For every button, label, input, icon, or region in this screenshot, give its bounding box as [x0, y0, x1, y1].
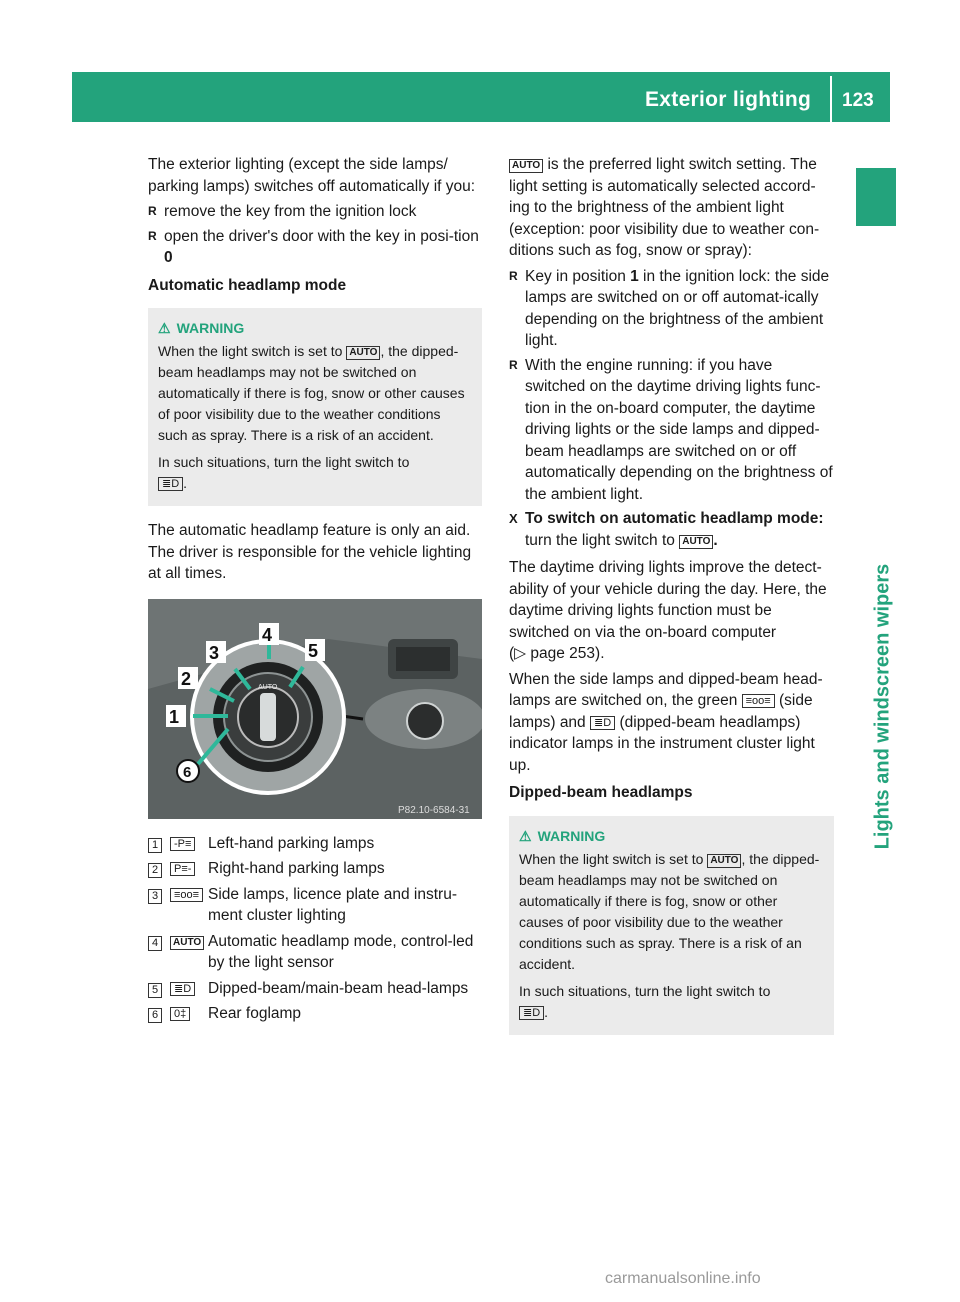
- svg-text:P82.10-6584-31: P82.10-6584-31: [398, 804, 470, 816]
- legend-item: 4 AUTO Automatic headlamp mode, control-led by the light sensor: [148, 931, 482, 974]
- side-tab: [863, 450, 893, 970]
- legend-item: 5 ≣D Dipped-beam/main-beam head-lamps: [148, 978, 482, 1000]
- dipped-beam-icon: ≣D: [519, 1006, 544, 1020]
- auto-icon: AUTO: [170, 936, 204, 950]
- page-number: 123: [842, 90, 874, 111]
- svg-text:4: 4: [262, 624, 273, 645]
- side-lamps-icon: ≡oo≡: [170, 888, 203, 902]
- list-item: R remove the key from the ignition lock: [148, 201, 482, 223]
- side-lamps-icon: ≡oo≡: [742, 694, 775, 708]
- svg-text:AUTO: AUTO: [258, 683, 278, 691]
- legend-item: 3 ≡oo≡ Side lamps, licence plate and instru-ment cluster lighting: [148, 884, 482, 927]
- right-column: [509, 154, 834, 1049]
- section-heading: Automatic headlamp mode: [148, 276, 347, 294]
- warning-box: ⚠ WARNING When the light switch is set to AUTO , the dipped-beam headlamps may not be switched on automatically if there is fog, snow or other causes of poor visibility due to the weather conditions such as spray. There is a risk of an accident. In such situations, turn the light switch to ≣D .: [148, 308, 482, 506]
- light-switch-photo: [148, 599, 482, 819]
- side-tab-block: [856, 168, 896, 226]
- warning-box: ⚠ WARNING When the light switch is set to AUTO , the dipped-beam headlamps may not be switched on automatically if there is fog, snow or other causes of poor visibility due to the weather conditions such as spray. There is a risk of an accident. In such situations, turn the light switch to ≣D .: [509, 816, 834, 1035]
- left-column: [148, 154, 482, 1029]
- body-text: AUTO is the preferred light switch setting. The light setting is automatically selected accord-ing to the brightness of the ambient light (exception: poor visibility due to weather con-ditions such as fog, snow or spray):: [509, 156, 820, 259]
- warning-triangle-icon: ⚠: [158, 320, 171, 336]
- body-text: When the side lamps and dipped-beam head-lamps are switched on, the green ≡oo≡ (side lamps) and ≣D (dipped-beam headlamps) indicator lamps in the instrument cluster light up.: [509, 670, 823, 774]
- svg-text:5: 5: [308, 640, 319, 661]
- intro-text: The exterior lighting (except the side lamps/ parking lamps) switches off automatically if you:: [148, 156, 476, 195]
- warning-title: WARNING: [537, 827, 606, 844]
- dipped-beam-icon: ≣D: [170, 982, 195, 996]
- svg-text:1: 1: [169, 706, 180, 727]
- auto-icon: AUTO: [707, 854, 741, 868]
- body-text: The daytime driving lights improve the detect-ability of your vehicle during the day. Here, the daytime driving lights function must be switched on via the on-board computer (▷ page 253).: [509, 559, 827, 662]
- light-switch-illustration: [148, 599, 482, 819]
- auto-icon: AUTO: [346, 346, 380, 360]
- svg-text:3: 3: [209, 642, 220, 663]
- page-title: Exterior lighting: [645, 88, 812, 111]
- rear-foglamp-icon: 0‡: [170, 1007, 190, 1021]
- header-divider: [830, 76, 832, 122]
- warning-triangle-icon: ⚠: [519, 827, 532, 844]
- svg-text:2: 2: [181, 668, 192, 689]
- svg-text:6: 6: [183, 763, 192, 781]
- section-heading: Dipped-beam headlamps: [509, 784, 693, 801]
- side-tab-label: Lights and windscreen wipers: [871, 563, 894, 850]
- list-item: R With the engine running: if you have switched on the daytime driving lights func-tion in the on-board computer, the daytime driving lights or the side lamps and dipped-beam headlamps are switched on or off automatically depending on the brightness of the ambient light.: [509, 355, 834, 506]
- legend-item: 1 -P≡ Left-hand parking lamps: [148, 833, 482, 855]
- left-parking-lamp-icon: -P≡: [170, 837, 195, 851]
- body-text: The automatic headlamp feature is only an aid. The driver is responsible for the vehicle lighting at all times.: [148, 522, 472, 582]
- instruction-step: X To switch on automatic headlamp mode: turn the light switch to AUTO .: [509, 508, 834, 551]
- legend-item: 6 0‡ Rear foglamp: [148, 1003, 482, 1025]
- page-reference[interactable]: (▷ page 253).: [509, 645, 605, 662]
- auto-icon: AUTO: [679, 535, 713, 549]
- list-item: R open the driver's door with the key in posi-tion 0: [148, 226, 482, 269]
- dipped-beam-icon: ≣D: [590, 716, 615, 730]
- right-parking-lamp-icon: P≡-: [170, 862, 195, 876]
- legend-item: 2 P≡- Right-hand parking lamps: [148, 858, 482, 880]
- list-item: R Key in position 1 in the ignition lock: the side lamps are switched on or off automat-ically depending on the brightness of the ambient light.: [509, 266, 834, 352]
- dipped-beam-icon: ≣D: [158, 477, 183, 491]
- watermark: carmanualsonline.info: [605, 1270, 761, 1287]
- auto-icon: AUTO: [509, 159, 543, 173]
- warning-title: WARNING: [176, 320, 245, 336]
